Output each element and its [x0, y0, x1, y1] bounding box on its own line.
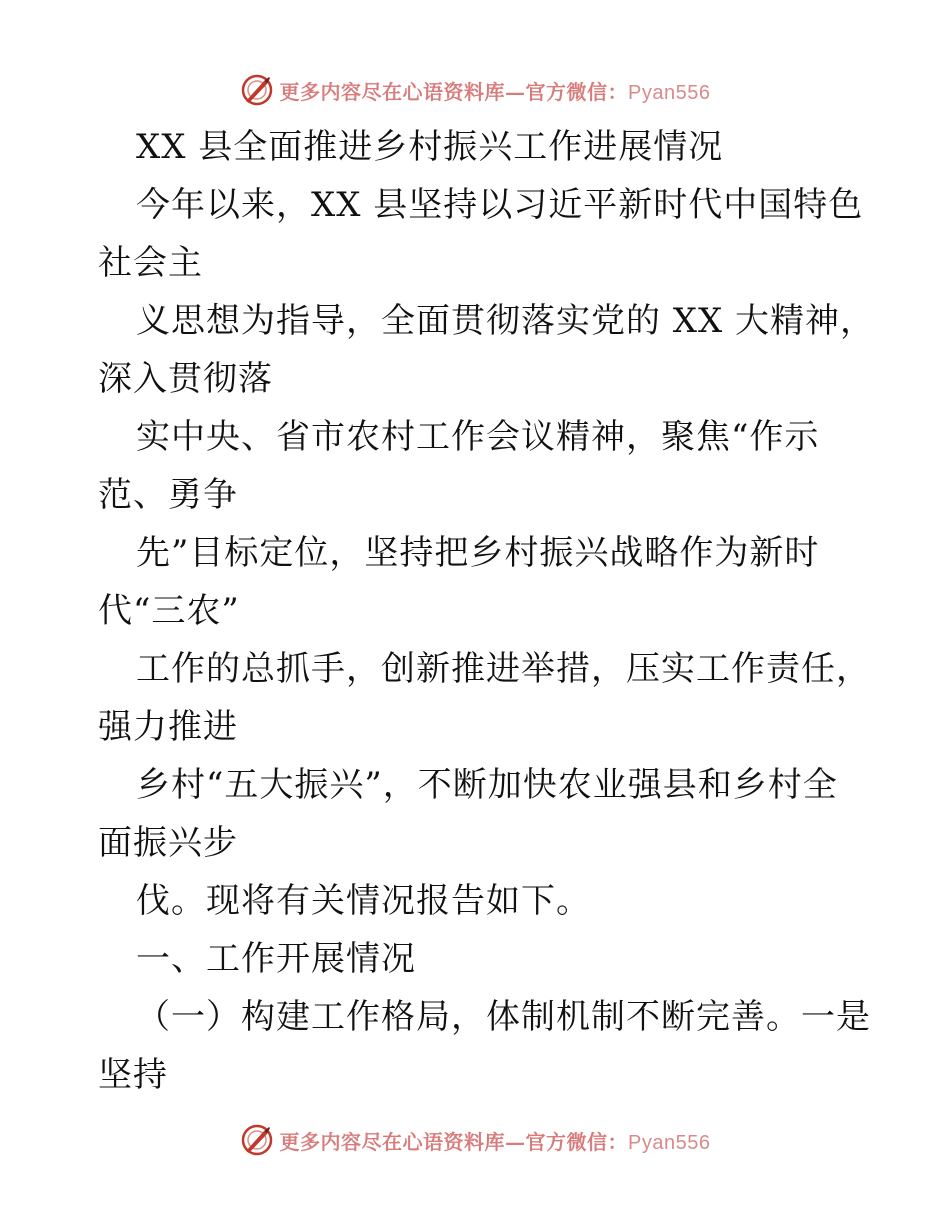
paragraph-line: 范、勇争 — [98, 475, 238, 515]
banner-brand-text: 更多内容尽在心语资料库—官方微信： — [279, 1129, 629, 1154]
banner-text — [280, 1126, 711, 1155]
quill-pen-logo-icon — [240, 73, 274, 107]
paragraph-line: 实中央、省市农村工作会议精神，聚焦“作示 — [136, 417, 820, 457]
section-heading: 一、工作开展情况 — [136, 939, 416, 979]
subsection-line: （一）构建工作格局，体制机制不断完善。一是 — [136, 997, 871, 1037]
paragraph-line: 代“三农” — [98, 591, 240, 631]
paragraph-line: 乡村“五大振兴”，不断加快农业强县和乡村全 — [136, 765, 838, 805]
document-title: XX 县全面推进乡村振兴工作进展情况 — [136, 127, 724, 167]
footer-watermark-banner — [0, 1120, 950, 1160]
banner-wechat-id: Pyan556 — [628, 1131, 711, 1154]
paragraph-line: 义思想为指导，全面贯彻落实党的 XX 大精神， — [136, 301, 876, 341]
quill-pen-logo-icon — [240, 1123, 274, 1157]
paragraph-line: 伐。现将有关情况报告如下。 — [136, 881, 591, 921]
banner-wechat-id: Pyan556 — [628, 81, 711, 104]
paragraph-line: 工作的总抓手，创新推进举措，压实工作责任， — [136, 649, 871, 689]
paragraph-line: 深入贯彻落 — [98, 359, 273, 399]
paragraph-line: 强力推进 — [98, 707, 238, 747]
header-watermark-banner — [0, 70, 950, 110]
document-body — [98, 118, 878, 1104]
banner-text — [280, 76, 711, 105]
paragraph-line: 坚持 — [98, 1055, 168, 1095]
banner-brand-text: 更多内容尽在心语资料库—官方微信： — [279, 79, 629, 104]
paragraph-line: 先”目标定位，坚持把乡村振兴战略作为新时 — [136, 533, 820, 573]
paragraph-line: 面振兴步 — [98, 823, 238, 863]
paragraph-line: 今年以来，XX 县坚持以习近平新时代中国特色 — [136, 185, 864, 225]
paragraph-line: 社会主 — [98, 243, 203, 283]
